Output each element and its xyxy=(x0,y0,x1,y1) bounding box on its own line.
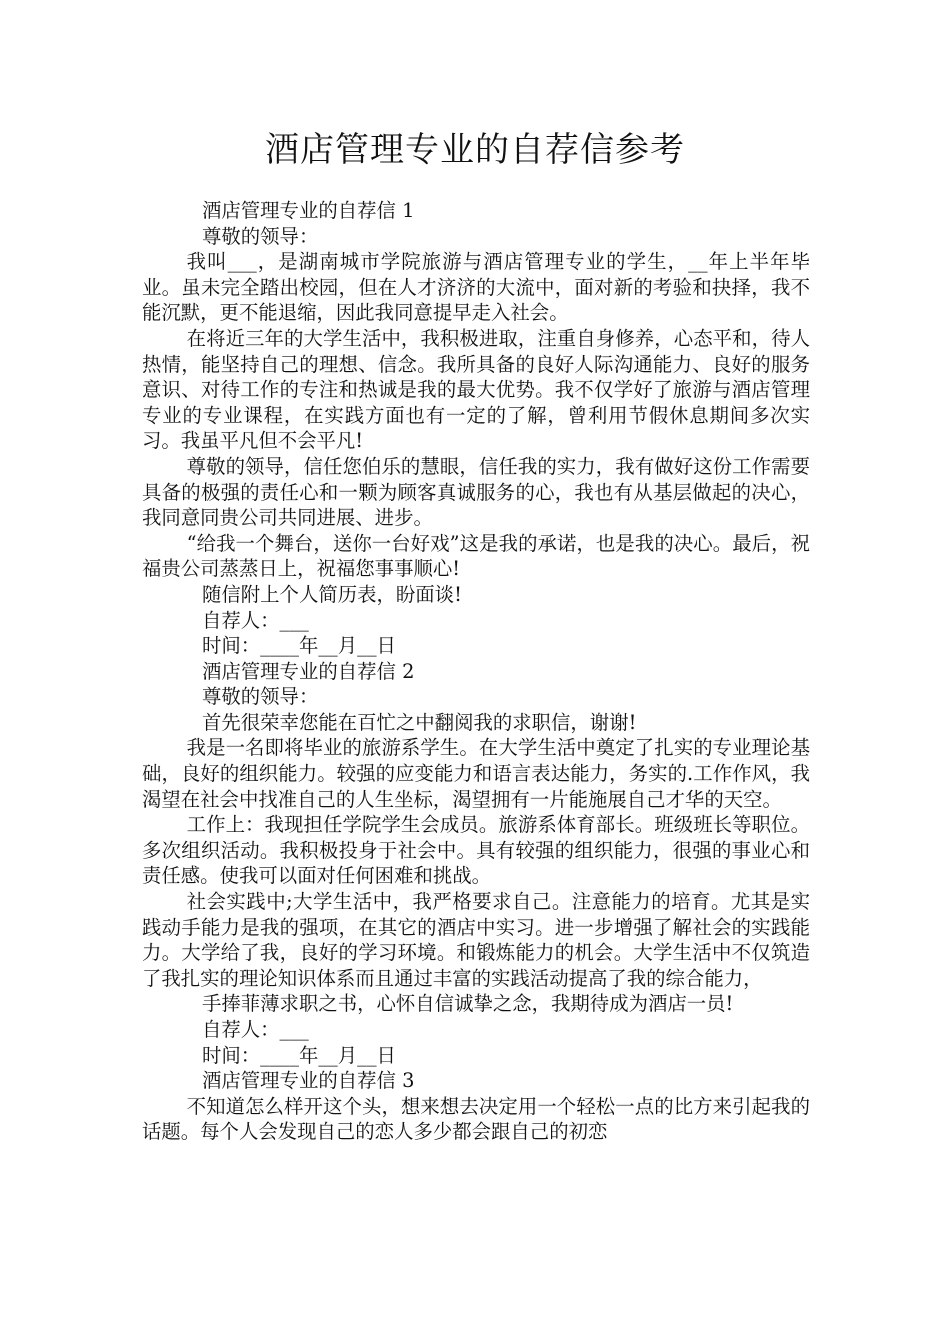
document-paragraph: “给我一个舞台，送你一台好戏”这是我的承诺，也是我的决心。最后，祝福贵公司蒸蒸日上，祝福您事事顺心! xyxy=(142,531,810,581)
document-line: 手捧菲薄求职之书，心怀自信诚挚之念，我期待成为酒店一员! xyxy=(202,992,734,1016)
document-line: 自荐人：___ xyxy=(202,1018,309,1041)
document-line: 首先很荣幸您能在百忙之中翻阅我的求职信，谢谢! xyxy=(202,710,637,734)
document-line: 时间：____年__月__日 xyxy=(202,634,396,658)
document-title: 酒店管理专业的自荐信参考 xyxy=(265,130,685,170)
document-paragraph: 在将近三年的大学生活中，我积极进取，注重自身修养，心态平和，待人热情，能坚持自己的理想、信念。我所具备的良好人际沟通能力、良好的服务意识、对待工作的专注和热诚是我的最大优势。我不仅学好了旅游与酒店管理专业的专业课程，在实践方面也有一定的了解，曾利用节假休息期间多次实习。我虽平凡但不会平凡! xyxy=(142,326,810,453)
document-line: 酒店管理专业的自荐信 2 xyxy=(202,659,415,683)
document-paragraph: 尊敬的领导，信任您伯乐的慧眼，信任我的实力，我有做好这份工作需要具备的极强的责任心和一颗为顾客真诚服务的心，我也有从基层做起的决心，我同意同贵公司共同进展、进步。 xyxy=(142,454,810,530)
document-line: 尊敬的领导： xyxy=(202,224,319,248)
document-line: 随信附上个人简历表，盼面谈! xyxy=(202,582,462,606)
document-line: 酒店管理专业的自荐信 3 xyxy=(202,1069,415,1093)
document-line: 自荐人：___ xyxy=(202,608,309,632)
document-paragraph: 不知道怎么样开这个头，想来想去决定用一个轻松一点的比方来引起我的话题。每个人会发现自己的恋人多少都会跟自己的初恋 xyxy=(142,1094,810,1144)
document-paragraph: 我是一名即将毕业的旅游系学生。在大学生活中奠定了扎实的专业理论基础，良好的组织能力。较强的应变能力和语言表达能力，务实的.工作作风，我渴望在社会中找准自己的人生坐标，渴望拥有一片能施展自己才华的天空。 xyxy=(142,736,810,811)
document-line: 时间：____年__月__日 xyxy=(202,1043,396,1067)
document-line: 尊敬的领导： xyxy=(202,685,319,709)
document-line: 酒店管理专业的自荐信 1 xyxy=(202,199,415,222)
document-paragraph: 我叫___，是湖南城市学院旅游与酒店管理专业的学生，__年上半年毕业。虽未完全踏出校园，但在人才济济的大流中，面对新的考验和抉择，我不能沉默，更不能退缩，因此我同意提早走入社会。 xyxy=(142,250,810,325)
document-body xyxy=(142,198,810,1145)
document-paragraph: 工作上：我现担任学院学生会成员。旅游系体育部长。班级班长等职位。多次组织活动。我积极投身于社会中。具有较强的组织能力，很强的事业心和责任感。使我可以面对任何困难和挑战。 xyxy=(142,813,810,888)
document-paragraph: 社会实践中;大学生活中，我严格要求自己。注意能力的培育。尤其是实践动手能力是我的强项，在其它的酒店中实习。进一步增强了解社会的实践能力。大学给了我，良好的学习环境。和锻炼能力的机会。大学生活中不仅筑造了我扎实的理论知识体系而且通过丰富的实践活动提高了我的综合能力， xyxy=(142,890,810,990)
